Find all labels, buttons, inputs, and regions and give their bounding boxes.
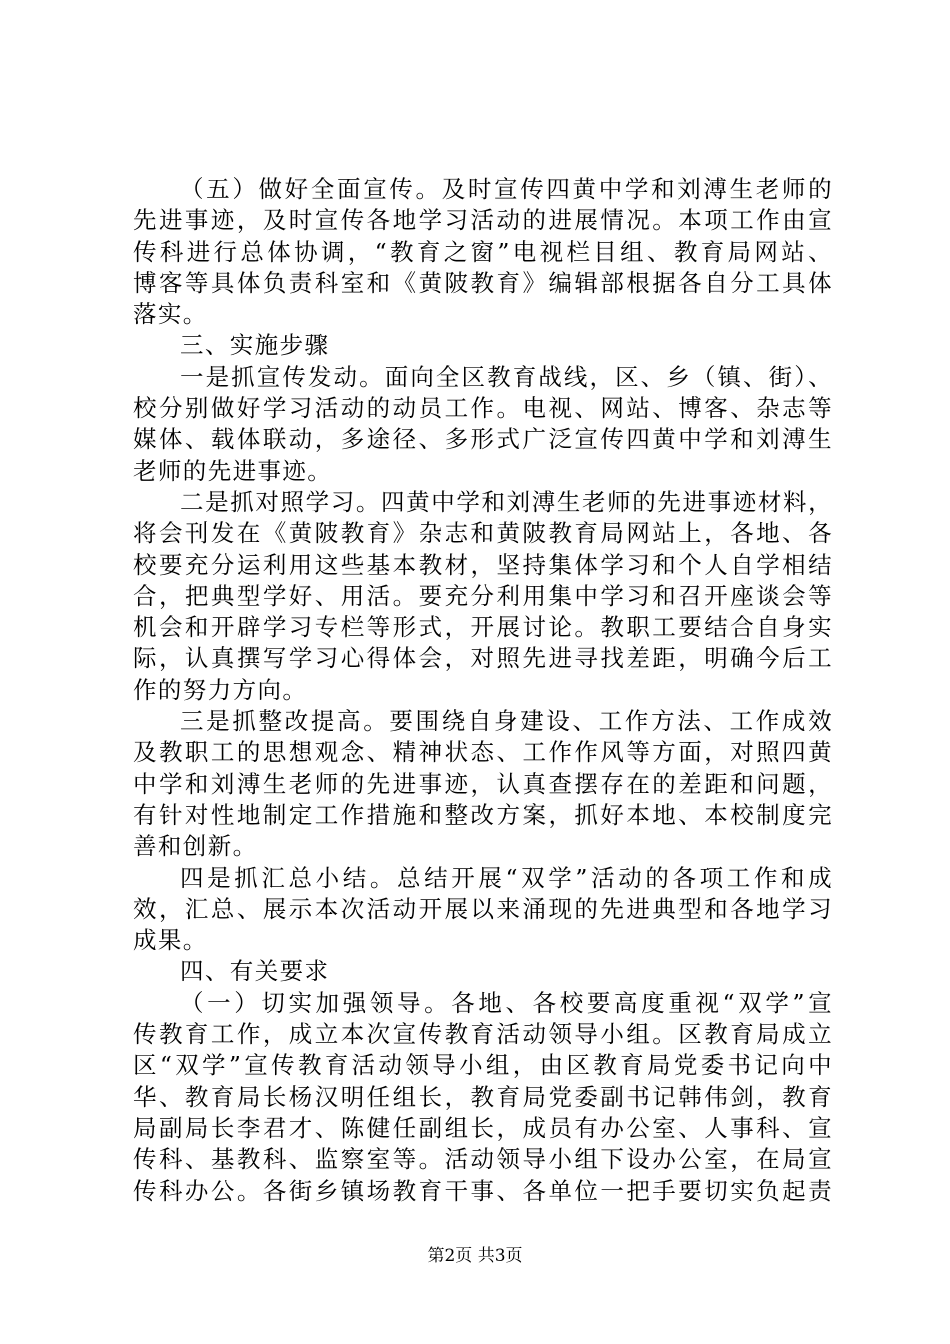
document-body: [133, 174, 833, 1207]
text-line: 机会和开辟学习专栏等形式，开展讨论。教职工要结合自身实: [133, 613, 833, 642]
text-line: 校要充分运利用这些基本教材，坚持集体学习和个人自学相结: [133, 550, 833, 579]
text-line: 区“双学”宣传教育活动领导小组，由区教育局党委书记向中: [133, 1051, 833, 1080]
page-number-footer: 第2页 共3页: [427, 1246, 523, 1266]
text-line: 老师的先进事迹。: [133, 456, 333, 485]
text-line: 校分别做好学习活动的动员工作。电视、网站、博客、杂志等: [133, 394, 833, 423]
text-line: 效，汇总、展示本次活动开展以来涌现的先进典型和各地学习: [133, 894, 833, 923]
text-line: 将会刊发在《黄陂教育》杂志和黄陂教育局网站上，各地、各: [133, 519, 833, 548]
text-line: 华、教育局长杨汉明任组长，教育局党委副书记韩伟剑，教育: [133, 1082, 833, 1111]
text-line: 媒体、载体联动，多途径、多形式广泛宣传四黄中学和刘溥生: [133, 425, 833, 454]
text-line: 及教职工的思想观念、精神状态、工作作风等方面，对照四黄: [133, 738, 833, 767]
text-line: 善和创新。: [133, 832, 258, 861]
text-line: 有针对性地制定工作措施和整改方案，抓好本地、本校制度完: [133, 800, 833, 829]
text-line: （一）切实加强领导。各地、各校要高度重视“双学”宣: [180, 988, 833, 1017]
text-line: 一是抓宣传发动。面向全区教育战线，区、乡（镇、街）、: [180, 362, 833, 391]
text-line: 四是抓汇总小结。总结开展“双学”活动的各项工作和成: [180, 863, 833, 892]
text-line: 中学和刘溥生老师的先进事迹，认真查摆存在的差距和问题，: [133, 769, 833, 798]
text-line: 传科进行总体协调，“教育之窗”电视栏目组、教育局网站、: [133, 237, 833, 266]
text-line: 成果。: [133, 926, 208, 955]
section-heading: 三、实施步骤: [180, 331, 330, 360]
text-line: 先进事迹，及时宣传各地学习活动的进展情况。本项工作由宣: [133, 206, 833, 235]
text-line: 合，把典型学好、用活。要充分利用集中学习和召开座谈会等: [133, 581, 833, 610]
text-line: 局副局长李君才、陈健任副组长，成员有办公室、人事科、宣: [133, 1113, 833, 1142]
text-line: 二是抓对照学习。四黄中学和刘溥生老师的先进事迹材料，: [180, 487, 833, 516]
text-line: 传科、基教科、监察室等。活动领导小组下设办公室，在局宣: [133, 1145, 833, 1174]
section-heading: 四、有关要求: [180, 957, 330, 986]
text-line: 三是抓整改提高。要围绕自身建设、工作方法、工作成效: [180, 707, 833, 736]
text-line: 际，认真撰写学习心得体会，对照先进寻找差距，明确今后工: [133, 644, 833, 673]
text-line: 落实。: [133, 300, 208, 329]
text-line: 作的努力方向。: [133, 675, 308, 704]
text-line: 传科办公。各街乡镇场教育干事、各单位一把手要切实负起责: [133, 1176, 833, 1205]
text-line: 传教育工作，成立本次宣传教育活动领导小组。区教育局成立: [133, 1020, 833, 1049]
text-line: （五）做好全面宣传。及时宣传四黄中学和刘溥生老师的: [180, 175, 833, 203]
text-line: 博客等具体负责科室和《黄陂教育》编辑部根据各自分工具体: [133, 268, 833, 297]
